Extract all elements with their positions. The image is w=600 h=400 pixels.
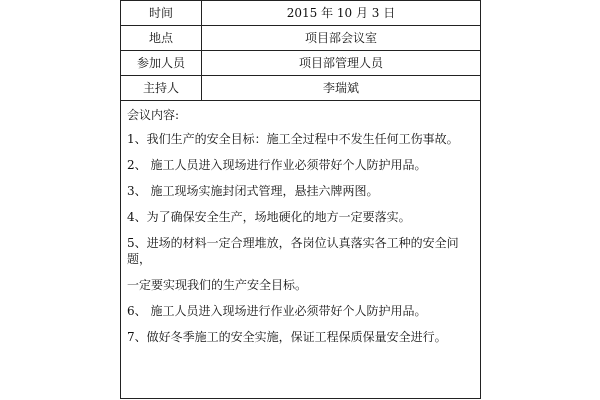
meeting-record-sheet [120, 0, 481, 399]
list-item: 2、 施工人员进入现场进行作业必须带好个人防护用品。 [127, 158, 427, 172]
host-label: 主持人 [121, 76, 202, 101]
meeting-content [121, 101, 480, 345]
list-item: 7、做好冬季施工的安全实施，保证工程保质保量安全进行。 [127, 330, 447, 344]
location-label: 地点 [121, 26, 202, 51]
time-label: 时间 [121, 1, 202, 26]
meeting-info-table [121, 0, 480, 101]
table-row [121, 26, 480, 51]
location-value: 项目部会议室 [202, 26, 481, 51]
list-item: 一定要实现我们的生产安全目标。 [127, 278, 308, 292]
time-value: 2015 年 10 月 3 日 [202, 1, 481, 26]
list-item: 3、 施工现场实施封闭式管理，悬挂六牌两图。 [127, 184, 379, 198]
list-item: 4、为了确保安全生产，场地硬化的地方一定要落实。 [127, 210, 411, 224]
table-row [121, 51, 480, 76]
list-item: 1、我们生产的安全目标：施工全过程中不发生任何工伤事故。 [127, 132, 459, 146]
content-heading: 会议内容: [127, 108, 180, 122]
list-item: 5、进场的材料一定合理堆放，各岗位认真落实各工种的安全问题， [127, 236, 459, 266]
list-item: 6、 施工人员进入现场进行作业必须带好个人防护用品。 [127, 304, 427, 318]
attendees-label: 参加人员 [121, 51, 202, 76]
table-row [121, 1, 480, 26]
table-row [121, 76, 480, 101]
attendees-value: 项目部管理人员 [202, 51, 481, 76]
host-value: 李瑞斌 [202, 76, 481, 101]
